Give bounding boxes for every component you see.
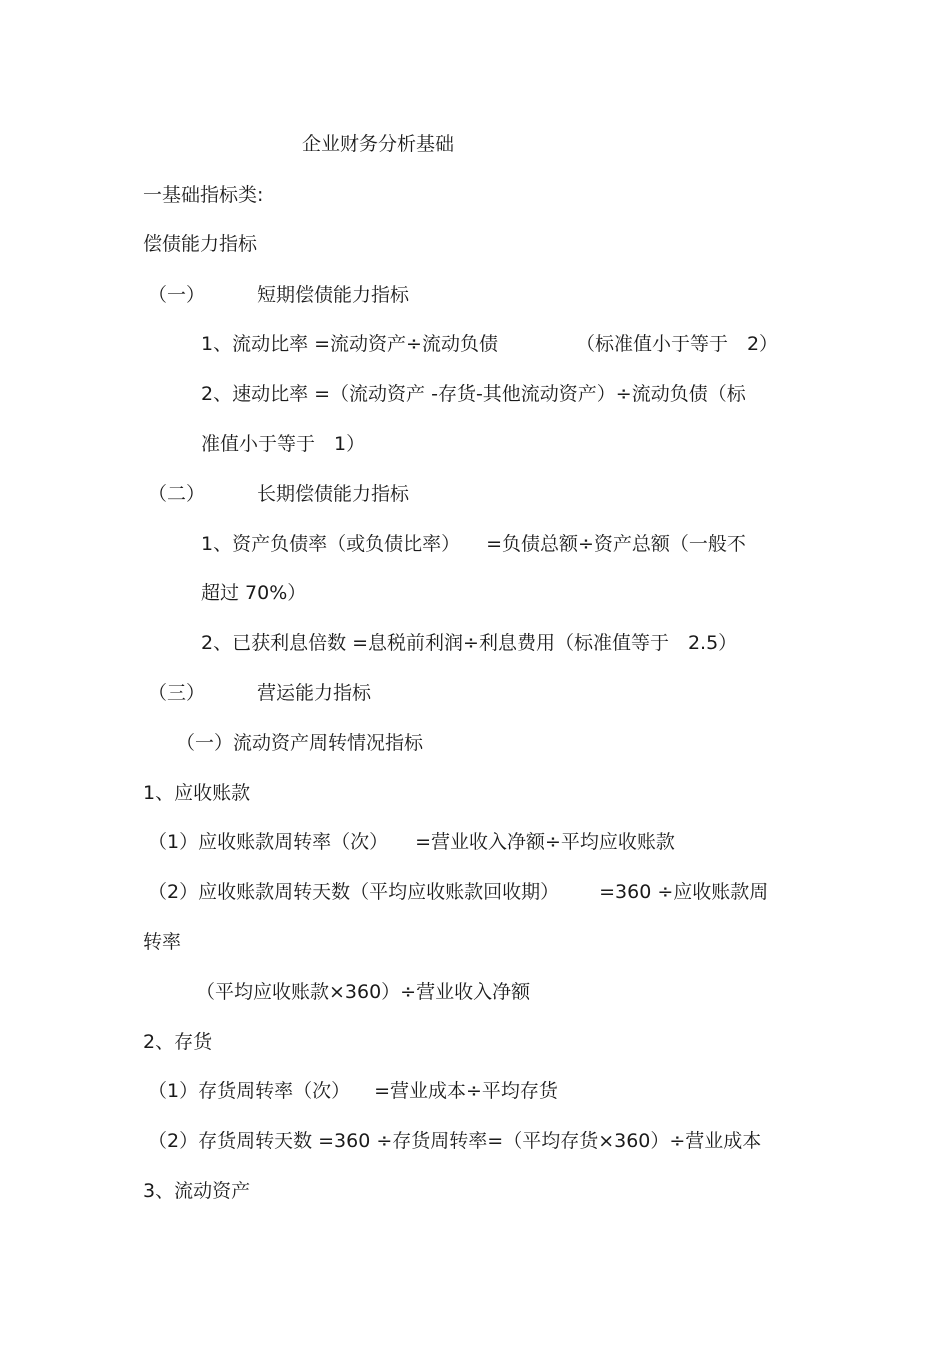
current-assets-heading: 3、流动资产 (143, 1180, 251, 1202)
current-asset-turnover-heading: （一）流动资产周转情况指标 (176, 732, 424, 754)
inventory-turnover-part2: =营业成本÷平均存货 (374, 1080, 558, 1102)
receivables-days-line-3: （平均应收账款×360）÷营业收入净额 (196, 981, 531, 1003)
receivables-heading: 1、应收账款 (143, 782, 251, 804)
long-term-heading (148, 482, 409, 506)
receivables-days-part1: （2）应收账款周转天数（平均应收账款回收期） (148, 881, 560, 903)
operating-heading (148, 681, 371, 705)
document-title: 企业财务分析基础 (302, 133, 455, 155)
debt-ratio-part1: 1、资产负债率（或负债比率） (201, 533, 461, 555)
inventory-heading: 2、存货 (143, 1031, 213, 1053)
short-term-number: （一） (148, 284, 206, 306)
receivables-days-line-2: 转率 (143, 931, 182, 953)
debt-ratio-part2: =负债总额÷资产总额（一般不 (486, 533, 746, 555)
debt-ratio-line-1 (201, 532, 746, 556)
short-term-heading (148, 283, 409, 307)
operating-number: （三） (148, 682, 206, 704)
solvency-heading: 偿债能力指标 (143, 233, 258, 255)
quick-ratio-line-1: 2、速动比率 =（流动资产 -存货-其他流动资产）÷流动负债（标 (201, 383, 746, 405)
receivables-days-line-1 (148, 880, 768, 904)
interest-coverage-line: 2、已获利息倍数 =息税前利润÷利息费用（标准值等于 2.5） (201, 632, 738, 654)
receivables-turnover-part2: =营业收入净额÷平均应收账款 (415, 831, 675, 853)
inventory-turnover-part1: （1）存货周转率（次） (148, 1080, 351, 1102)
long-term-number: （二） (148, 483, 206, 505)
receivables-days-part2: =360 ÷应收账款周 (599, 881, 769, 903)
operating-label: 营运能力指标 (257, 682, 372, 704)
inventory-turnover-line (148, 1079, 558, 1103)
current-ratio-line (201, 332, 778, 356)
quick-ratio-line-2: 准值小于等于 1） (201, 433, 366, 455)
inventory-days-line: （2）存货周转天数 =360 ÷存货周转率=（平均存货×360）÷营业成本 (148, 1130, 762, 1152)
receivables-turnover-line (148, 830, 675, 854)
debt-ratio-line-2: 超过 70%） (201, 582, 307, 604)
current-ratio-note: （标准值小于等于 2） (575, 333, 779, 355)
short-term-label: 短期偿债能力指标 (257, 284, 410, 306)
long-term-label: 长期偿债能力指标 (257, 483, 410, 505)
current-ratio-formula: 1、流动比率 =流动资产÷流动负债 (201, 333, 498, 355)
receivables-turnover-part1: （1）应收账款周转率（次） (148, 831, 389, 853)
section-heading-basic-indicators: 一基础指标类: (143, 184, 264, 206)
